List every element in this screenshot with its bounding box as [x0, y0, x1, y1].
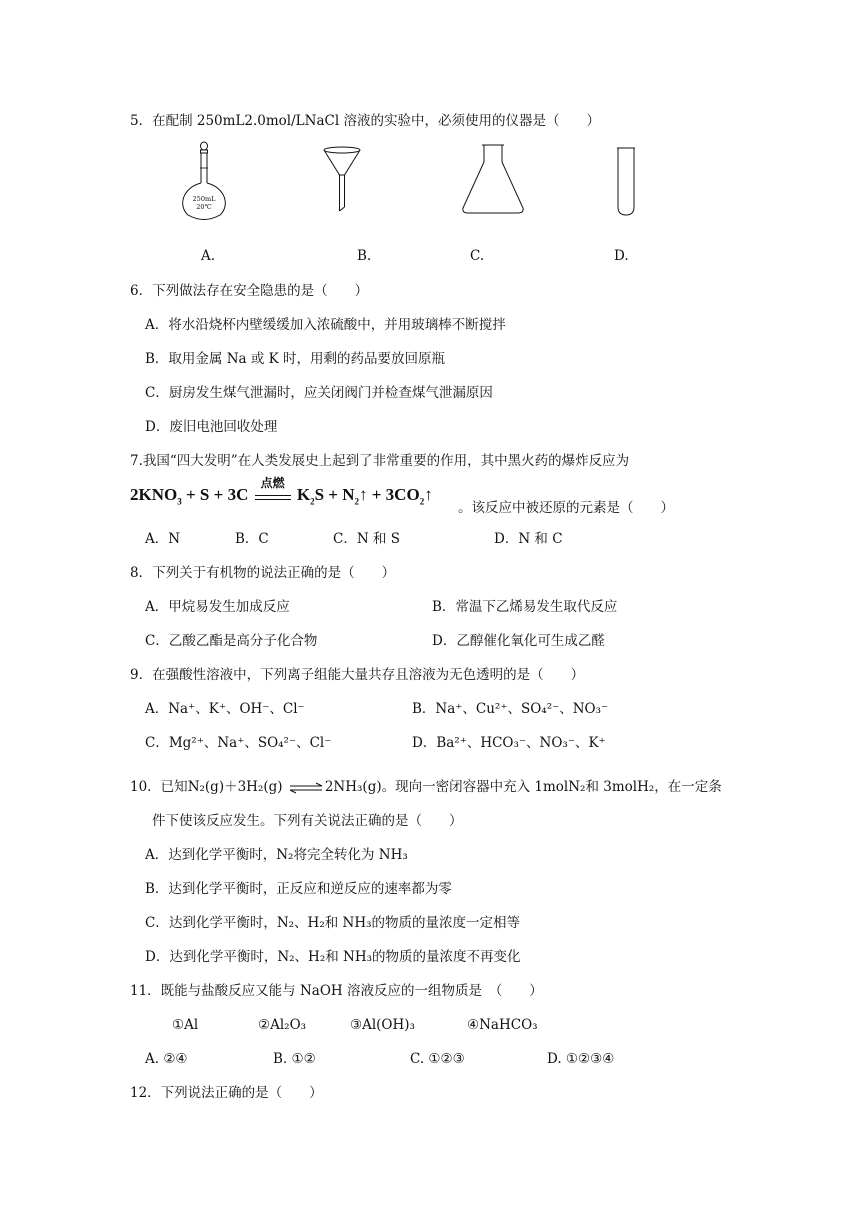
q7-option-c: C．N 和 S [333, 531, 400, 547]
q9-option-b: B．Na⁺、Cu²⁺、SO₄²⁻、NO₃⁻ [412, 701, 609, 717]
q6-option-a: A．将水沿烧杯内壁缓缓加入浓硫酸中，并用玻璃棒不断搅拌 [145, 317, 506, 333]
q6-option-c: C．厨房发生煤气泄漏时，应关闭阀门并检查煤气泄漏原因 [145, 385, 493, 401]
q11-item-3: ③Al(OH)₃ [350, 1017, 415, 1033]
q10-stem: 10．已知N₂(g)＋3H₂(g) 2NH₃(g)。现向一密闭容器中充入 1molN₂和 3molH₂，在一定条 [130, 779, 722, 795]
q7-option-d: D．N 和 C [494, 531, 563, 547]
q5-option-c: C. [470, 248, 485, 264]
q11-stem: 11．既能与盐酸反应又能与 NaOH 溶液反应的一组物质是 （ ） [130, 983, 543, 999]
q7-option-b: B．C [235, 531, 269, 547]
q7-stem: 7.我国“四大发明”在人类发展史上起到了非常重要的作用，其中黑火药的爆炸反应为 [130, 453, 630, 469]
q12-stem: 12．下列说法正确的是（ ） [130, 1085, 323, 1101]
q5-option-b: B. [357, 248, 372, 264]
q11-option-a: A. ②④ [145, 1051, 188, 1067]
q11-item-1: ①Al [172, 1017, 199, 1033]
volumetric-flask-icon [176, 138, 232, 222]
q9-option-a: A．Na⁺、K⁺、OH⁻、Cl⁻ [145, 701, 305, 717]
q5-option-d: D. [614, 248, 629, 264]
q10-stem-continued: 件下使该反应发生。下列有关说法正确的是（ ） [152, 813, 463, 829]
q10-option-b: B．达到化学平衡时，正反应和逆反应的速率都为零 [145, 881, 452, 897]
funnel-icon [320, 145, 364, 217]
q11-option-c: C. ①②③ [410, 1051, 465, 1067]
q8-option-a: A．甲烷易发生加成反应 [145, 599, 290, 615]
q8-option-b: B．常温下乙烯易发生取代反应 [432, 599, 618, 615]
q9-option-d: D．Ba²⁺、HCO₃⁻、NO₃⁻、K⁺ [412, 735, 606, 751]
q6-stem: 6．下列做法存在安全隐患的是（ ） [130, 283, 369, 299]
test-tube-icon [614, 146, 638, 218]
q11-option-d: D. ①②③④ [547, 1051, 615, 1067]
equilibrium-arrow-icon [289, 782, 323, 794]
q9-option-c: C．Mg²⁺、Na⁺、SO₄²⁻、Cl⁻ [145, 735, 332, 751]
q7-option-a: A．N [145, 531, 181, 547]
q11-option-b: B. ①② [273, 1051, 316, 1067]
q10-option-a: A．达到化学平衡时，N₂将完全转化为 NH₃ [145, 847, 408, 863]
svg-text:20℃: 20℃ [196, 203, 212, 211]
q8-option-c: C．乙酸乙酯是高分子化合物 [145, 633, 318, 649]
q9-stem: 9．在强酸性溶液中，下列离子组能大量共存且溶液为无色透明的是（ ） [130, 667, 585, 683]
q6-option-b: B．取用金属 Na 或 K 时，用剩的药品要放回原瓶 [145, 351, 446, 367]
q5-option-a: A. [201, 248, 216, 264]
q10-option-c: C．达到化学平衡时，N₂、H₂和 NH₃的物质的量浓度一定相等 [145, 915, 521, 931]
conical-flask-icon [460, 142, 526, 218]
q7-question: 。该反应中被还原的元素是（ ） [458, 500, 674, 516]
q8-stem: 8．下列关于有机物的说法正确的是（ ） [130, 565, 396, 581]
q7-equation: $2KNO_3 + S + 3C$ 点燃 $K_2S$ + $N_2↑$ + $3CO_2↑$ [130, 476, 433, 507]
reaction-arrow: 点燃 [255, 486, 291, 506]
q11-item-2: ②Al₂O₃ [258, 1017, 307, 1033]
q5-stem: 5．在配制 250mL2.0mol/LNaCl 溶液的实验中，必须使用的仪器是（ ） [130, 113, 600, 129]
svg-text:250mL: 250mL [192, 195, 216, 203]
q8-option-d: D．乙醇催化氧化可生成乙醛 [432, 633, 605, 649]
q11-item-4: ④NaHCO₃ [467, 1017, 538, 1033]
q6-option-d: D．废旧电池回收处理 [145, 419, 278, 435]
q10-option-d: D．达到化学平衡时，N₂、H₂和 NH₃的物质的量浓度不再变化 [145, 949, 521, 965]
